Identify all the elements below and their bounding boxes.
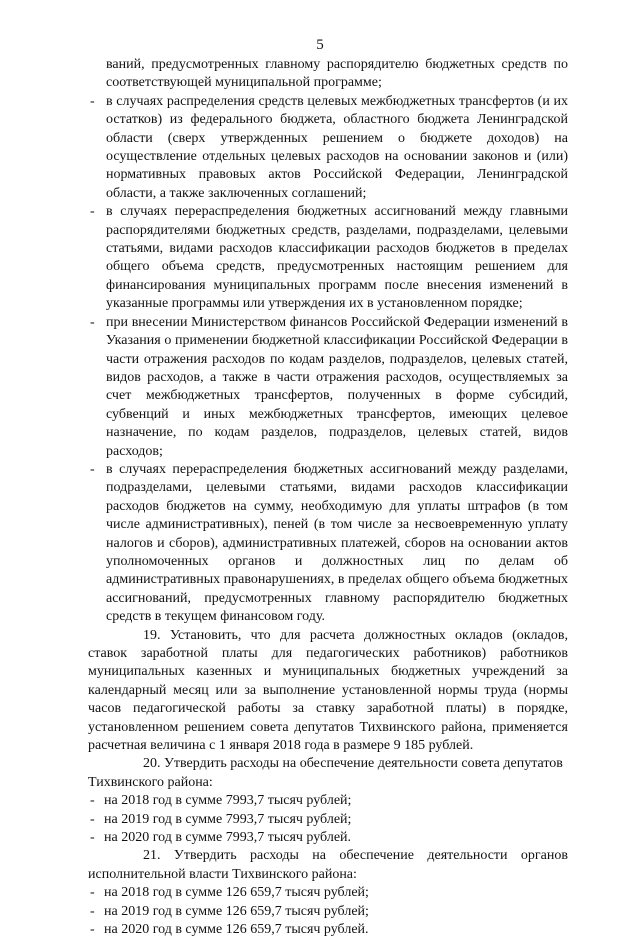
list-item: - на 2019 год в сумме 126 659,7 тысяч рублей; [88,903,568,921]
paragraph-19: 19. Установить, что для расчета должностных окладов (окладов, ставок заработной платы для педагогических работников) работников муниципальных казенных и муниципальных бюджетных учреждений за календарный месяц или за выполнение установленной нормы труда (нормы часов педагогической работы за ставку заработной платы) в порядке, установленном решением совета депутатов Тихвинского района, применяется расчетная величина с 1 января 2018 года в размере 9 185 рублей. [88,627,568,754]
list-item: - в случаях распределения средств целевых межбюджетных трансфертов (и их остатков) из федерального бюджета, областного бюджета Ленинградской области (сверх утвержденных решением о бюджете доходов) на осуществление отдельных целевых расходов на основании законов и (или) нормативных правовых актов Российской Федерации, Ленинградской области, а также заключенных соглашений; [88,93,568,203]
paragraph-21-text: 21. Утвердить расходы на обеспечение деятельности органов исполнительной власти Тихвинского района: [88,848,568,882]
paragraph-20-tail: Тихвинского района: [88,774,213,790]
list-item: - в случаях перераспределения бюджетных ассигнований между главными распорядителями бюджетных средств, разделами, подразделами, целевыми статьями, видами расходов классификации расходов бюджетов в пределах общего объема средств, предусмотренных настоящим решением для финансирования муниципальных программ после внесения изменений в указанные программы или утверждения их в установленном порядке; [88,203,568,313]
page-number: 5 [316,37,324,53]
exceptions-list [88,93,568,627]
continued-clause: ваний, предусмотренных главному распорядителю бюджетных средств по соответствующей муниципальной программе; [106,57,568,91]
list-item: - в случаях перераспределения бюджетных ассигнований между разделами, подразделами, целевыми статьями, видами расходов классификации расходов бюджетов на сумму, необходимую для уплаты штрафов (в том числе административных), пеней (в том числе за несвоевременную уплату налогов и сборов), административных платежей, сборов на основании актов уполномоченных органов и должностных лиц по делам об административных правонарушениях, в пределах общего объема бюджетных ассигнований, предусмотренных главному распорядителю бюджетных средств в текущем финансовом году. [88,461,568,627]
list-item: - на 2019 год в сумме 7993,7 тысяч рублей; [88,811,568,829]
paragraph-21 [88,847,568,939]
document-body [88,56,568,940]
list-item: - на 2020 год в сумме 7993,7 тысяч рублей. [88,829,568,847]
list-item: - на 2020 год в сумме 126 659,7 тысяч рублей. [88,921,568,939]
list-item: - при внесении Министерством финансов Российской Федерации изменений в Указания о применении бюджетной классификации Российской Федерации в части отражения расходов по кодам разделов, подразделов, целевых статей, видов расходов, а также в части отражения расходов, осуществляемых за счет межбюджетных трансфертов, полученных в форме субсидий, субвенций и иных межбюджетных трансфертов, имеющих целевое назначение, по кодам разделов, подразделов, целевых статей, видов расходов; [88,314,568,461]
paragraph-20-lead: 20. Утвердить расходы на обеспечение деятельности совета депутатов [143,756,563,772]
list-item: - на 2018 год в сумме 7993,7 тысяч рублей; [88,792,568,810]
paragraph-20 [88,755,568,847]
list-item: - на 2018 год в сумме 126 659,7 тысяч рублей; [88,884,568,902]
